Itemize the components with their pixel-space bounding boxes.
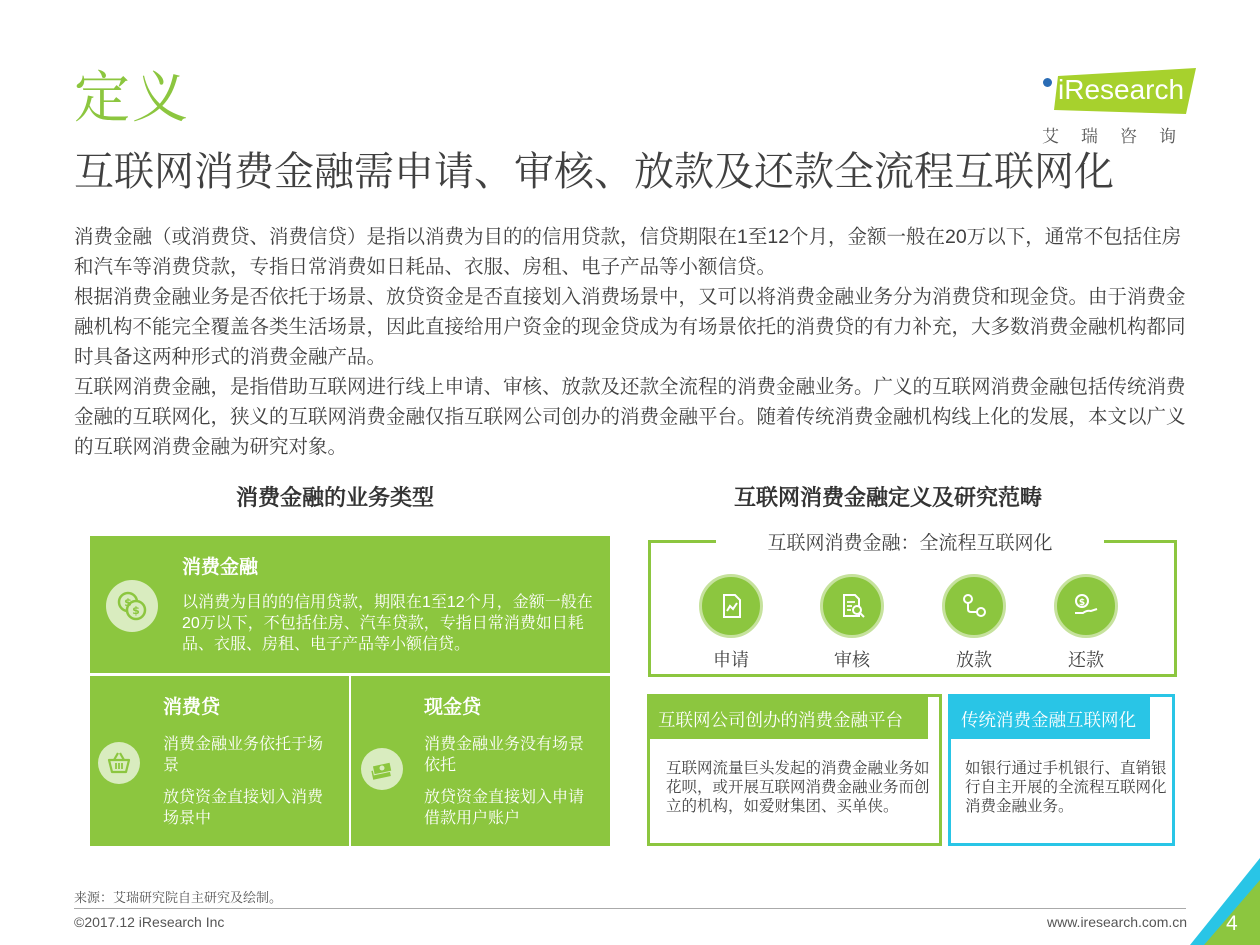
consumer-loan-line1: 消费金融业务依托于场景: [163, 736, 324, 774]
traditional-box: [948, 694, 1175, 846]
consumer-finance-box: [90, 536, 610, 673]
logo-cn: 艾瑞咨询: [1042, 127, 1198, 146]
step-disburse-label: 放款: [956, 650, 992, 670]
cash-loan-line2: 放贷资金直接划入申请借款用户账户: [424, 789, 585, 827]
basket-icon: [98, 742, 140, 784]
money-exchange-icon: [106, 580, 158, 632]
traditional-text: 如银行通过手机银行、直销银行自主开展的全流程互联网化消费金融业务。: [965, 760, 1167, 815]
internet-platform-box: [647, 694, 942, 846]
consumer-finance-text: 以消费为目的的信用贷款，期限在1至12个月，金额一般在20万以下，不包括住房、汽车贷款，专指日常消费如日耗品、衣服、房租、电子产品等小额信贷。: [182, 594, 593, 653]
logo-dot-icon: [1043, 78, 1052, 87]
consumer-loan-line2: 放贷资金直接划入消费场景中: [163, 789, 324, 827]
paragraph-1: 消费金融（或消费贷、消费信贷）是指以消费为目的的信用贷款，信贷期限在1至12个月，金额一般在20万以下，通常不包括住房和汽车等消费贷款，专指日常消费如日耗品、衣服、房租、电子产品等小额信贷。: [74, 226, 1182, 278]
step-repay: [1041, 574, 1131, 672]
step-review: [807, 574, 897, 672]
cash-loan-title: 现金贷: [424, 697, 482, 718]
paragraph-2: 根据消费金融业务是否依托于场景、放贷资金是否直接划入消费场景中，又可以将消费金融业务分为消费贷和现金贷。由于消费金融机构不能完全覆盖各类生活场景，因此直接给用户资金的现金贷成为有场景依托的消费贷的有力补充，大多数消费金融机构都同时具备这两种形式的消费金融产品。: [74, 286, 1186, 368]
consumer-loan-title: 消费贷: [163, 697, 221, 718]
step-review-label: 审核: [834, 650, 870, 670]
step-repay-label: 还款: [1068, 650, 1104, 670]
internet-platform-title: 互联网公司创办的消费金融平台: [658, 710, 903, 730]
svg-text:$: $: [1078, 598, 1086, 608]
step-apply: [686, 574, 776, 672]
consumer-finance-title: 消费金融: [182, 557, 259, 578]
repayment-icon: [1054, 574, 1118, 638]
logo-brand: iResearch: [1058, 74, 1185, 105]
source-note: 来源：艾瑞研究院自主研究及绘制。: [74, 890, 283, 905]
page-number: 4: [1226, 912, 1238, 935]
cash-loan-box: [351, 676, 610, 846]
consumer-loan-box: [90, 676, 349, 846]
page-subtitle: 互联网消费金融需申请、审核、放款及还款全流程互联网化: [74, 150, 1114, 194]
svg-text:$: $: [124, 596, 132, 609]
left-section-title: 消费金融的业务类型: [236, 485, 435, 510]
traditional-title: 传统消费金融互联网化: [961, 710, 1136, 730]
application-icon: [699, 574, 763, 638]
flow-frame-top-right: [1104, 540, 1174, 543]
step-disburse: [929, 574, 1019, 672]
internet-platform-text: 互联网流量巨头发起的消费金融业务如花呗，或开展互联网消费金融业务而创立的机构，如爱财集团、买单侠。: [666, 760, 930, 815]
right-section-title: 互联网消费金融定义及研究范畴: [734, 485, 1043, 510]
page-title: 定义: [74, 66, 190, 129]
cash-stack-icon: [361, 748, 403, 790]
cash-loan-line1: 消费金融业务没有场景依托: [424, 736, 585, 774]
iresearch-logo: [1040, 66, 1200, 146]
flow-title: 互联网消费金融：全流程互联网化: [767, 533, 1053, 554]
footer-divider: [74, 908, 1186, 909]
paragraph-3: 互联网消费金融，是指借助互联网进行线上申请、审核、放款及还款全流程的消费金融业务。广义的互联网消费金融包括传统消费金融的互联网化，狭义的互联网消费金融仅指互联网公司创办的消费金融平台。随着传统消费金融机构线上化的发展，本文以广义的互联网消费金融为研究对象。: [74, 376, 1186, 458]
copyright: ©2017.12 iResearch Inc: [74, 914, 225, 930]
svg-text:$: $: [132, 604, 140, 617]
disbursement-icon: [942, 574, 1006, 638]
step-apply-label: 申请: [713, 650, 749, 670]
website-link[interactable]: www.iresearch.com.cn: [1047, 914, 1188, 930]
flow-frame-top-left: [648, 540, 716, 543]
review-icon: [820, 574, 884, 638]
corner-decoration: [1190, 858, 1260, 945]
